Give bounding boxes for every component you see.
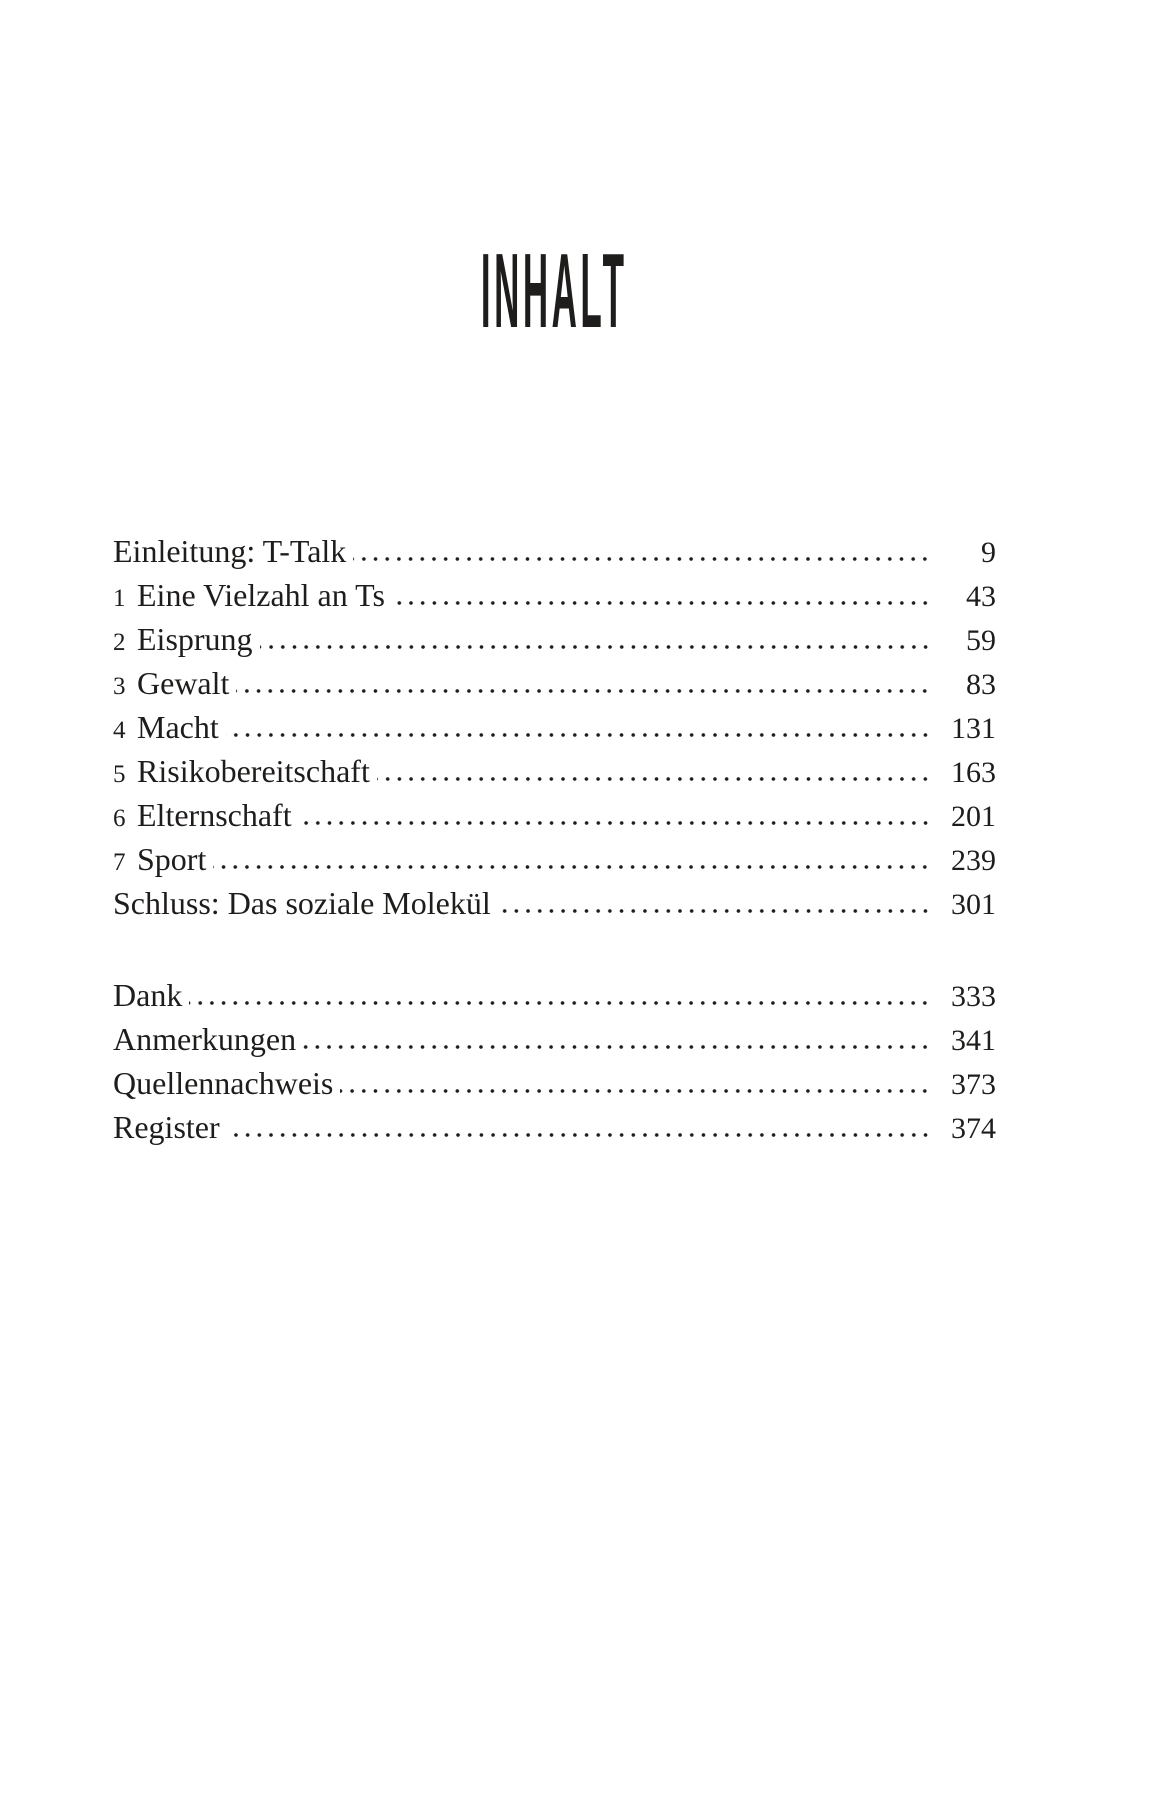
toc-chapter-list	[113, 529, 996, 925]
dot-leader	[189, 1000, 931, 1006]
dot-leader	[392, 600, 931, 606]
dot-leader	[340, 1088, 931, 1094]
dot-leader	[236, 688, 931, 694]
toc-entry-page: 374	[951, 1112, 996, 1145]
toc-entry	[113, 705, 996, 749]
toc-entry-label: Risikobereitschaft	[137, 753, 370, 789]
chapter-number: 3	[113, 673, 126, 700]
toc-entry	[113, 1061, 996, 1105]
toc-entry-label: Dank	[113, 977, 183, 1013]
toc-entry	[113, 617, 996, 661]
chapter-number: 1	[113, 585, 126, 612]
toc-entry	[113, 529, 996, 573]
dot-leader	[377, 776, 931, 782]
dot-leader	[498, 908, 931, 914]
page-title: INHALT	[481, 232, 628, 350]
toc-entry	[113, 837, 996, 881]
chapter-number: 7	[113, 849, 126, 876]
toc-entry-page: 341	[951, 1024, 996, 1057]
toc-entry-label: Register	[113, 1109, 220, 1145]
toc-entry-page: 373	[951, 1068, 996, 1101]
toc-entry	[113, 973, 996, 1017]
dot-leader	[303, 1044, 931, 1050]
toc-entry-label: Eisprung	[137, 621, 253, 657]
dot-leader	[227, 1132, 931, 1138]
toc-entry-page: 301	[951, 888, 996, 921]
toc-entry-label: Elternschaft	[137, 797, 292, 833]
dot-leader	[260, 644, 931, 650]
toc-entry-page: 333	[951, 980, 996, 1013]
toc-entry-label: Gewalt	[137, 665, 230, 701]
toc-entry-label: Quellennachweis	[113, 1065, 334, 1101]
toc-entry-page: 83	[966, 668, 996, 701]
dot-leader	[226, 732, 931, 738]
dot-leader	[299, 820, 931, 826]
toc-entry	[113, 573, 996, 617]
toc-entry-label: Eine Vielzahl an Ts	[137, 577, 385, 613]
toc-entry	[113, 749, 996, 793]
toc-entry-label: Sport	[137, 841, 207, 877]
chapter-number: 4	[113, 717, 126, 744]
dot-leader	[213, 864, 931, 870]
chapter-number: 6	[113, 805, 126, 832]
toc-entry-page: 59	[966, 624, 996, 657]
chapter-number: 2	[113, 629, 126, 656]
content-column	[113, 0, 996, 1800]
toc-entry-page: 131	[951, 712, 996, 745]
dot-leader	[353, 556, 931, 562]
toc-entry-label: Macht	[137, 709, 219, 745]
toc-entry	[113, 1017, 996, 1061]
toc-backmatter-list	[113, 973, 996, 1149]
toc-entry-page: 9	[981, 536, 996, 569]
toc-entry	[113, 881, 996, 925]
toc-entry	[113, 661, 996, 705]
toc-entry-page: 201	[951, 800, 996, 833]
chapter-number: 5	[113, 761, 126, 788]
toc-entry	[113, 793, 996, 837]
toc-entry-label: Einleitung: T-Talk	[113, 533, 347, 569]
title-block	[113, 232, 996, 350]
toc-entry-page: 163	[951, 756, 996, 789]
toc-entry	[113, 1105, 996, 1149]
toc-entry-page: 43	[966, 580, 996, 613]
toc-entry-label: Anmerkungen	[113, 1021, 297, 1057]
toc-entry-label: Schluss: Das soziale Molekül	[113, 885, 491, 921]
toc-entry-page: 239	[951, 844, 996, 877]
